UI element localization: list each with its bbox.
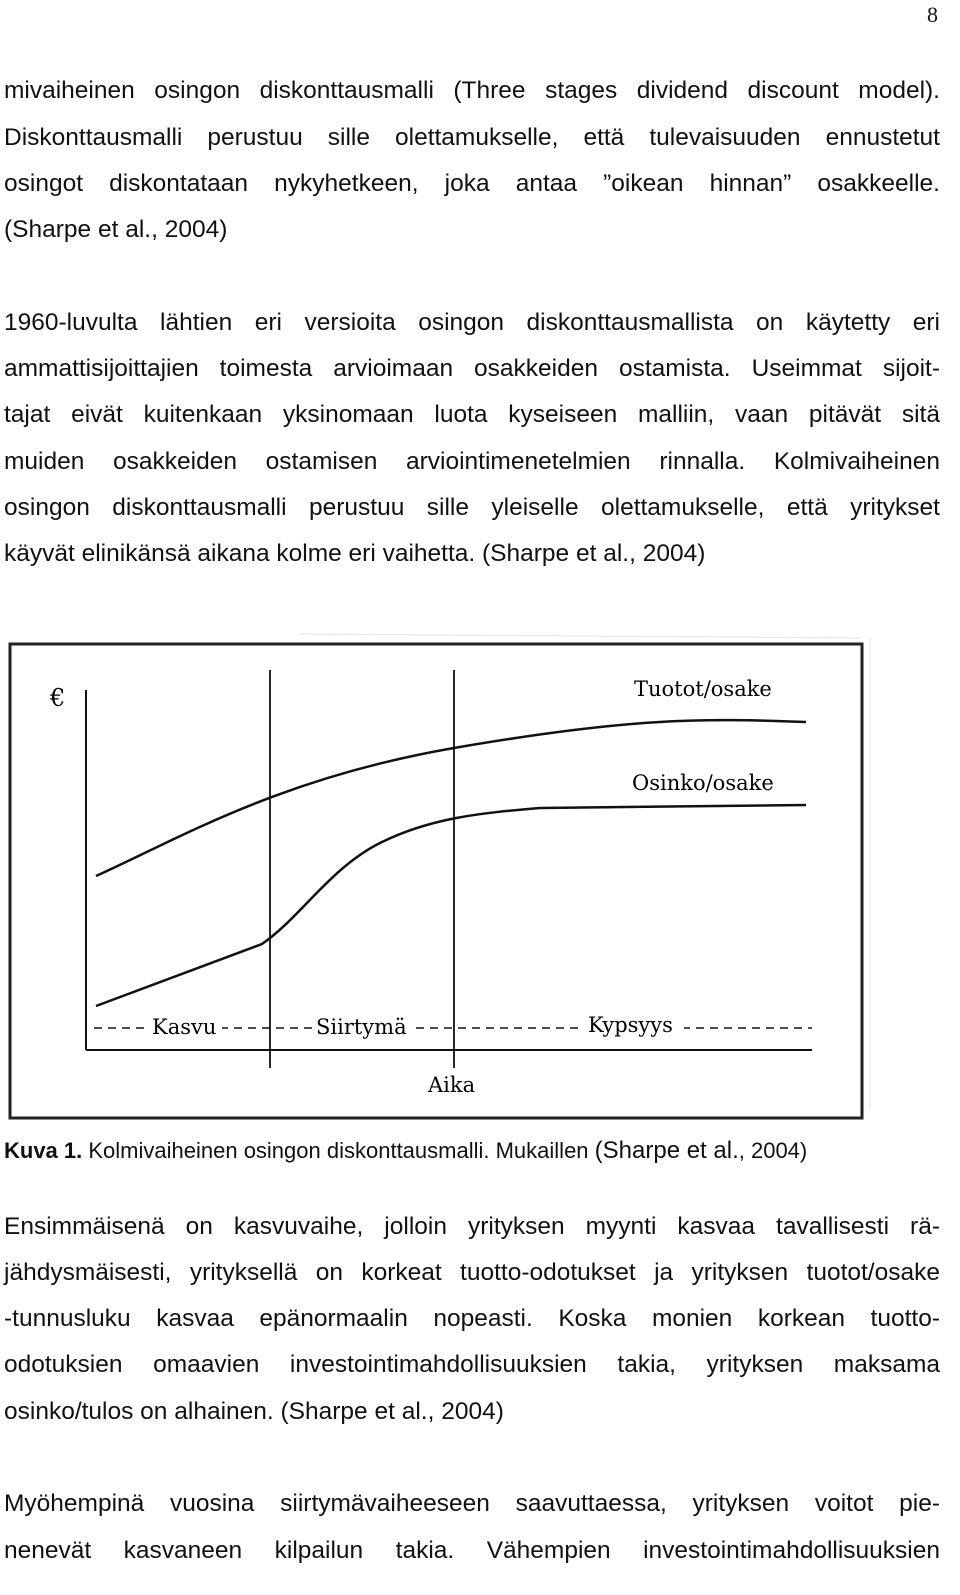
phase-label-transition: Siirtymä bbox=[316, 1015, 407, 1039]
page-number: 8 bbox=[927, 2, 938, 27]
paragraph-line: Ensimmäisenä on kasvuvaihe, jolloin yrityksen myynti kasvaa tavallisesti rä- bbox=[4, 1213, 940, 1240]
figure-caption bbox=[4, 1136, 807, 1166]
paragraph-line: Diskonttausmalli perustuu sille olettamukselle, että tulevaisuuden ennustetut bbox=[4, 124, 940, 151]
paragraph-line: osingot diskontataan nykyhetkeen, joka antaa ”oikean hinnan” osakkeelle. bbox=[4, 170, 940, 197]
paragraph-line: jähdysmäisesti, yrityksellä on korkeat tuotto-odotukset ja yrityksen tuotot/osake bbox=[4, 1259, 940, 1286]
y-axis-label: € bbox=[50, 684, 66, 712]
paragraph-line: (Sharpe et al., 2004) bbox=[4, 216, 228, 243]
paragraph-line: 1960-luvulta lähtien eri versioita osingon diskonttausmallista on käytetty eri bbox=[4, 309, 940, 336]
paragraph-line: ammattisijoittajien toimesta arvioimaan osakkeiden ostamista. Useimmat sijoit- bbox=[4, 355, 940, 382]
paragraph-line: osinko/tulos on alhainen. (Sharpe et al., 2004) bbox=[4, 1398, 504, 1425]
paragraph-line: -tunnusluku kasvaa epänormaalin nopeasti. Koska monien korkean tuotto- bbox=[4, 1305, 940, 1332]
paragraph-line: Myöhempinä vuosina siirtymävaiheeseen saavuttaessa, yrityksen voitot pie- bbox=[4, 1490, 940, 1517]
caption-text: Kolmivaiheinen osingon diskonttausmalli. Mukaillen bbox=[82, 1138, 595, 1163]
paragraph-line: mivaiheinen osingon diskonttausmalli (Three stages dividend discount model). bbox=[4, 77, 940, 104]
paragraph-line: nenevät kasvaneen kilpailun takia. Vähempien investointimahdollisuuksien bbox=[4, 1537, 940, 1564]
paragraph-line: muiden osakkeiden ostamisen arviointimenetelmien rinnalla. Kolmivaiheinen bbox=[4, 448, 940, 475]
paragraph-line: osingon diskonttausmalli perustuu sille yleiselle olettamukselle, että yritykset bbox=[4, 494, 940, 521]
curve-label-earnings: Tuotot/osake bbox=[634, 677, 772, 701]
paragraph-line: tajat eivät kuitenkaan yksinomaan luota kyseiseen malliin, vaan pitävät sitä bbox=[4, 401, 940, 428]
phase-label-growth: Kasvu bbox=[152, 1015, 217, 1039]
curve-label-dividends: Osinko/osake bbox=[632, 771, 774, 795]
caption-citation: (Sharpe et al. bbox=[594, 1137, 739, 1164]
x-axis-label: Aika bbox=[428, 1073, 476, 1097]
dividend-per-share-curve bbox=[96, 805, 806, 1006]
caption-citation-tail: , 2004) bbox=[738, 1138, 808, 1163]
earnings-per-share-curve bbox=[96, 720, 806, 876]
caption-label: Kuva 1. bbox=[4, 1138, 83, 1163]
phase-label-maturity: Kypsyys bbox=[588, 1013, 673, 1037]
paragraph-line: käyvät elinikänsä aikana kolme eri vaihetta. (Sharpe et al., 2004) bbox=[4, 540, 706, 567]
figure-frame bbox=[10, 644, 862, 1118]
three-stage-model-figure bbox=[0, 628, 880, 1126]
paragraph-line: odotuksien omaavien investointimahdollisuuksien takia, yrityksen maksama bbox=[4, 1351, 940, 1378]
